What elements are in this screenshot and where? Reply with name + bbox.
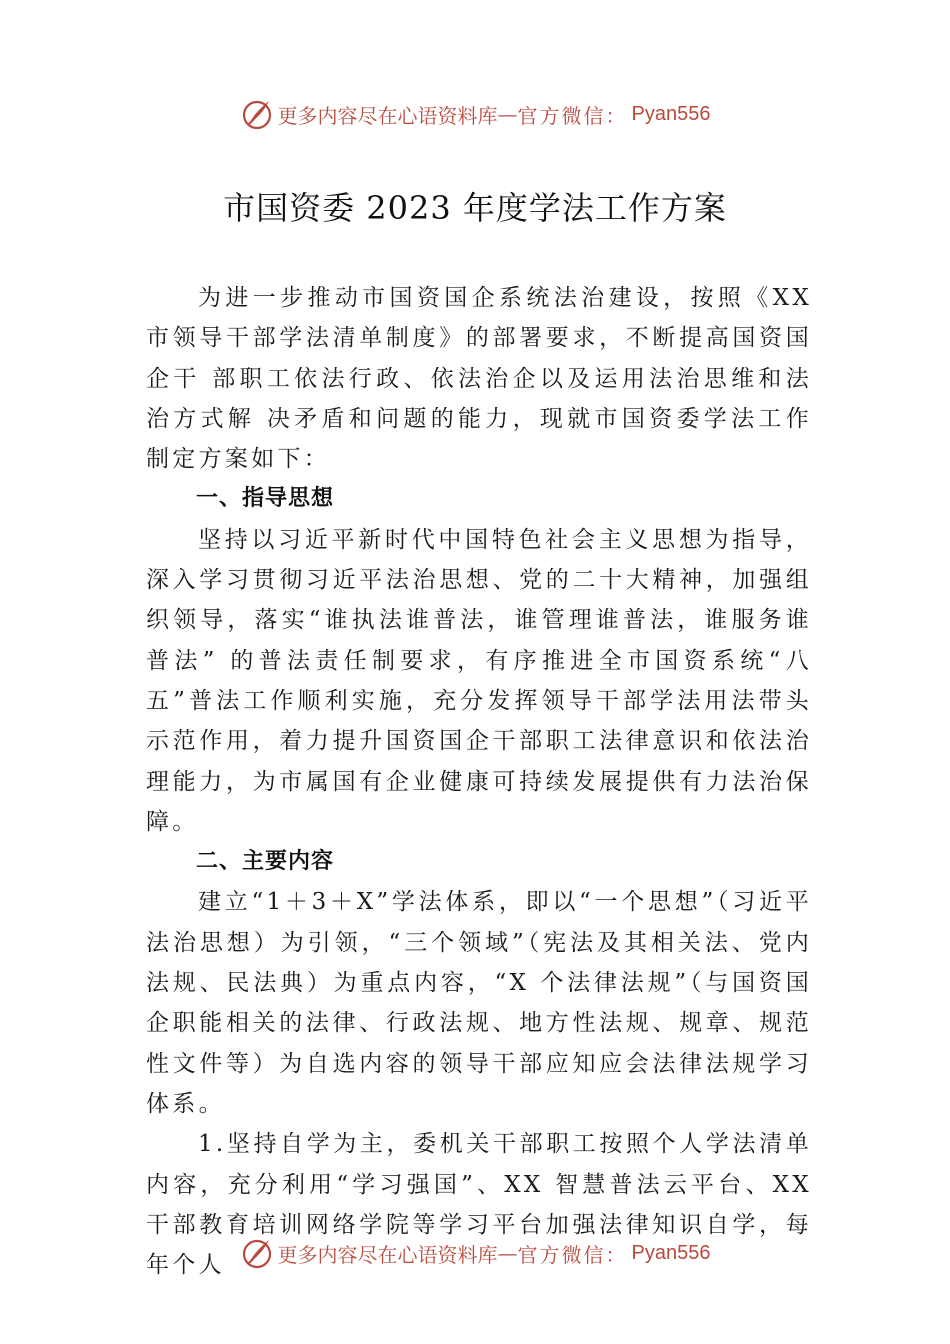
- banner-text: 更多内容尽在心语资料库: [277, 103, 498, 128]
- banner-wechat-id: Pyan556: [631, 1241, 711, 1264]
- intro-paragraph: 为进一步推动市国资国企系统法治建设，按照《XX 市领导干部学法清单制度》的部署要求，不断提高国资国企干 部职工依法行政、依法治企以及运用法治思维和法治方式解 决矛盾和问题的能力，现就市国资委学法工作制定方案如下：: [146, 285, 812, 473]
- document-title: 市国资委 2023 年度学法工作方案: [223, 189, 727, 227]
- banner-wechat-label: 官方微信：: [517, 1242, 628, 1267]
- banner-separator: —: [497, 1241, 518, 1265]
- banner-wechat-label: 官方微信：: [517, 103, 628, 128]
- quill-seal-icon: [240, 1236, 274, 1270]
- section-heading-main-content: 二、主要内容: [196, 849, 335, 875]
- footer-banner: [0, 1233, 950, 1273]
- banner-text: 更多内容尽在心语资料库: [277, 1242, 498, 1267]
- header-banner: [0, 94, 950, 134]
- guiding-thought-paragraph: 坚持以习近平新时代中国特色社会主义思想为指导，深入学习贯彻习近平法治思想、党的二十大精神，加强组织领导，落实“谁执法谁普法，谁管理谁普法，谁服务谁普法” 的普法责任制要求，有序推进全市国资系统“八五”普法工作顺利实施，充分发挥领导干部学法用法带头示范作用，着力提升国资国企干部职工法律意识和依法治理能力，为市属国有企业健康可持续发展提供有力法治保障。: [146, 526, 812, 835]
- banner-separator: —: [497, 102, 518, 126]
- item-1-paragraph: 1.坚持自学为主，委机关干部职工按照个人学法清单内容，充分利用“学习强国”、XX 智慧普法云平台、XX 干部教育培训网络学院等学习平台加强法律知识自学，每年个人: [146, 1131, 812, 1279]
- document-body: [146, 278, 812, 1285]
- banner-wechat-id: Pyan556: [631, 102, 711, 125]
- quill-seal-icon: [240, 97, 274, 131]
- main-content-paragraph: 建立“1＋3＋X”学法体系，即以“一个思想”（习近平法治思想）为引领，“三个领域”（宪法及其相关法、党内法规、民法典）为重点内容，“X 个法律法规”（与国资国企职能相关的法律、行政法规、地方性法规、规章、规范性文件等）为自选内容的领导干部应知应会法律法规学习体系。: [146, 889, 812, 1117]
- section-heading-guiding-thought: 一、指导思想: [196, 486, 335, 512]
